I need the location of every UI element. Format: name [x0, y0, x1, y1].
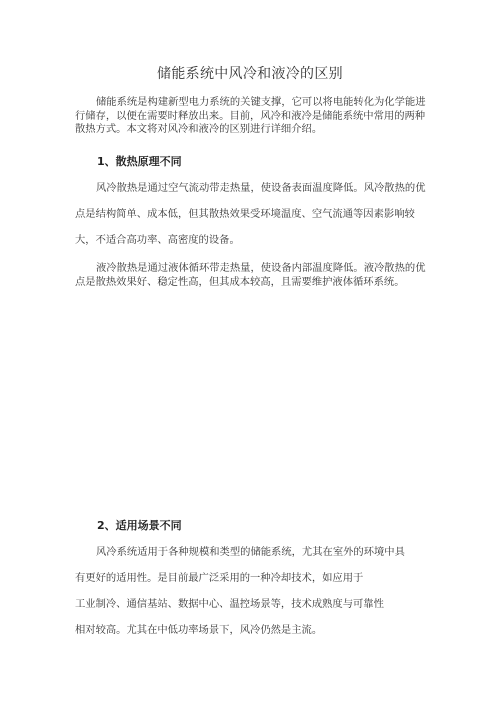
- section-2-line: 风冷系统适用于各种规模和类型的储能系统，尤其在室外的环境中具: [96, 546, 405, 558]
- section-1-heading: 1、散热原理不同: [97, 155, 182, 168]
- document-title: 储能系统中风冷和液冷的区别: [157, 66, 343, 82]
- section-2-line: 相对较高。尤其在中低功率场景下，风冷仍然是主流。: [75, 624, 323, 636]
- section-1-paragraph-2: 液冷散热是通过液体循环带走热量，使设备内部温度降低。液冷散热的优点是散热效果好、稳定性高，但其成本较高，且需要维护液体循环系统。: [75, 262, 426, 288]
- intro-paragraph: 储能系统是构建新型电力系统的关键支撑，它可以将电能转化为化学能进行储存，以便在需要时释放出来。目前，风冷和液冷是储能系统中常用的两种散热方式。本文将对风冷和液冷的区别进行详细介绍。: [75, 96, 426, 135]
- section-1-paragraph-1: 风冷散热是通过空气流动带走热量，使设备表面温度降低。风冷散热的优点是结构简单、成本低，但其散热效果受环境温度、空气流通等因素影响较大，不适合高功率、高密度的设备。: [75, 182, 426, 246]
- section-2-heading: 2、适用场景不同: [97, 519, 182, 532]
- section-2-line: 工业制冷、通信基站、数据中心、温控场景等，技术成熟度与可靠性: [75, 598, 384, 610]
- section-2-line: 有更好的适用性。是目前最广泛采用的一种冷却技术，如应用于: [75, 572, 364, 584]
- section-2-paragraph: [75, 539, 455, 643]
